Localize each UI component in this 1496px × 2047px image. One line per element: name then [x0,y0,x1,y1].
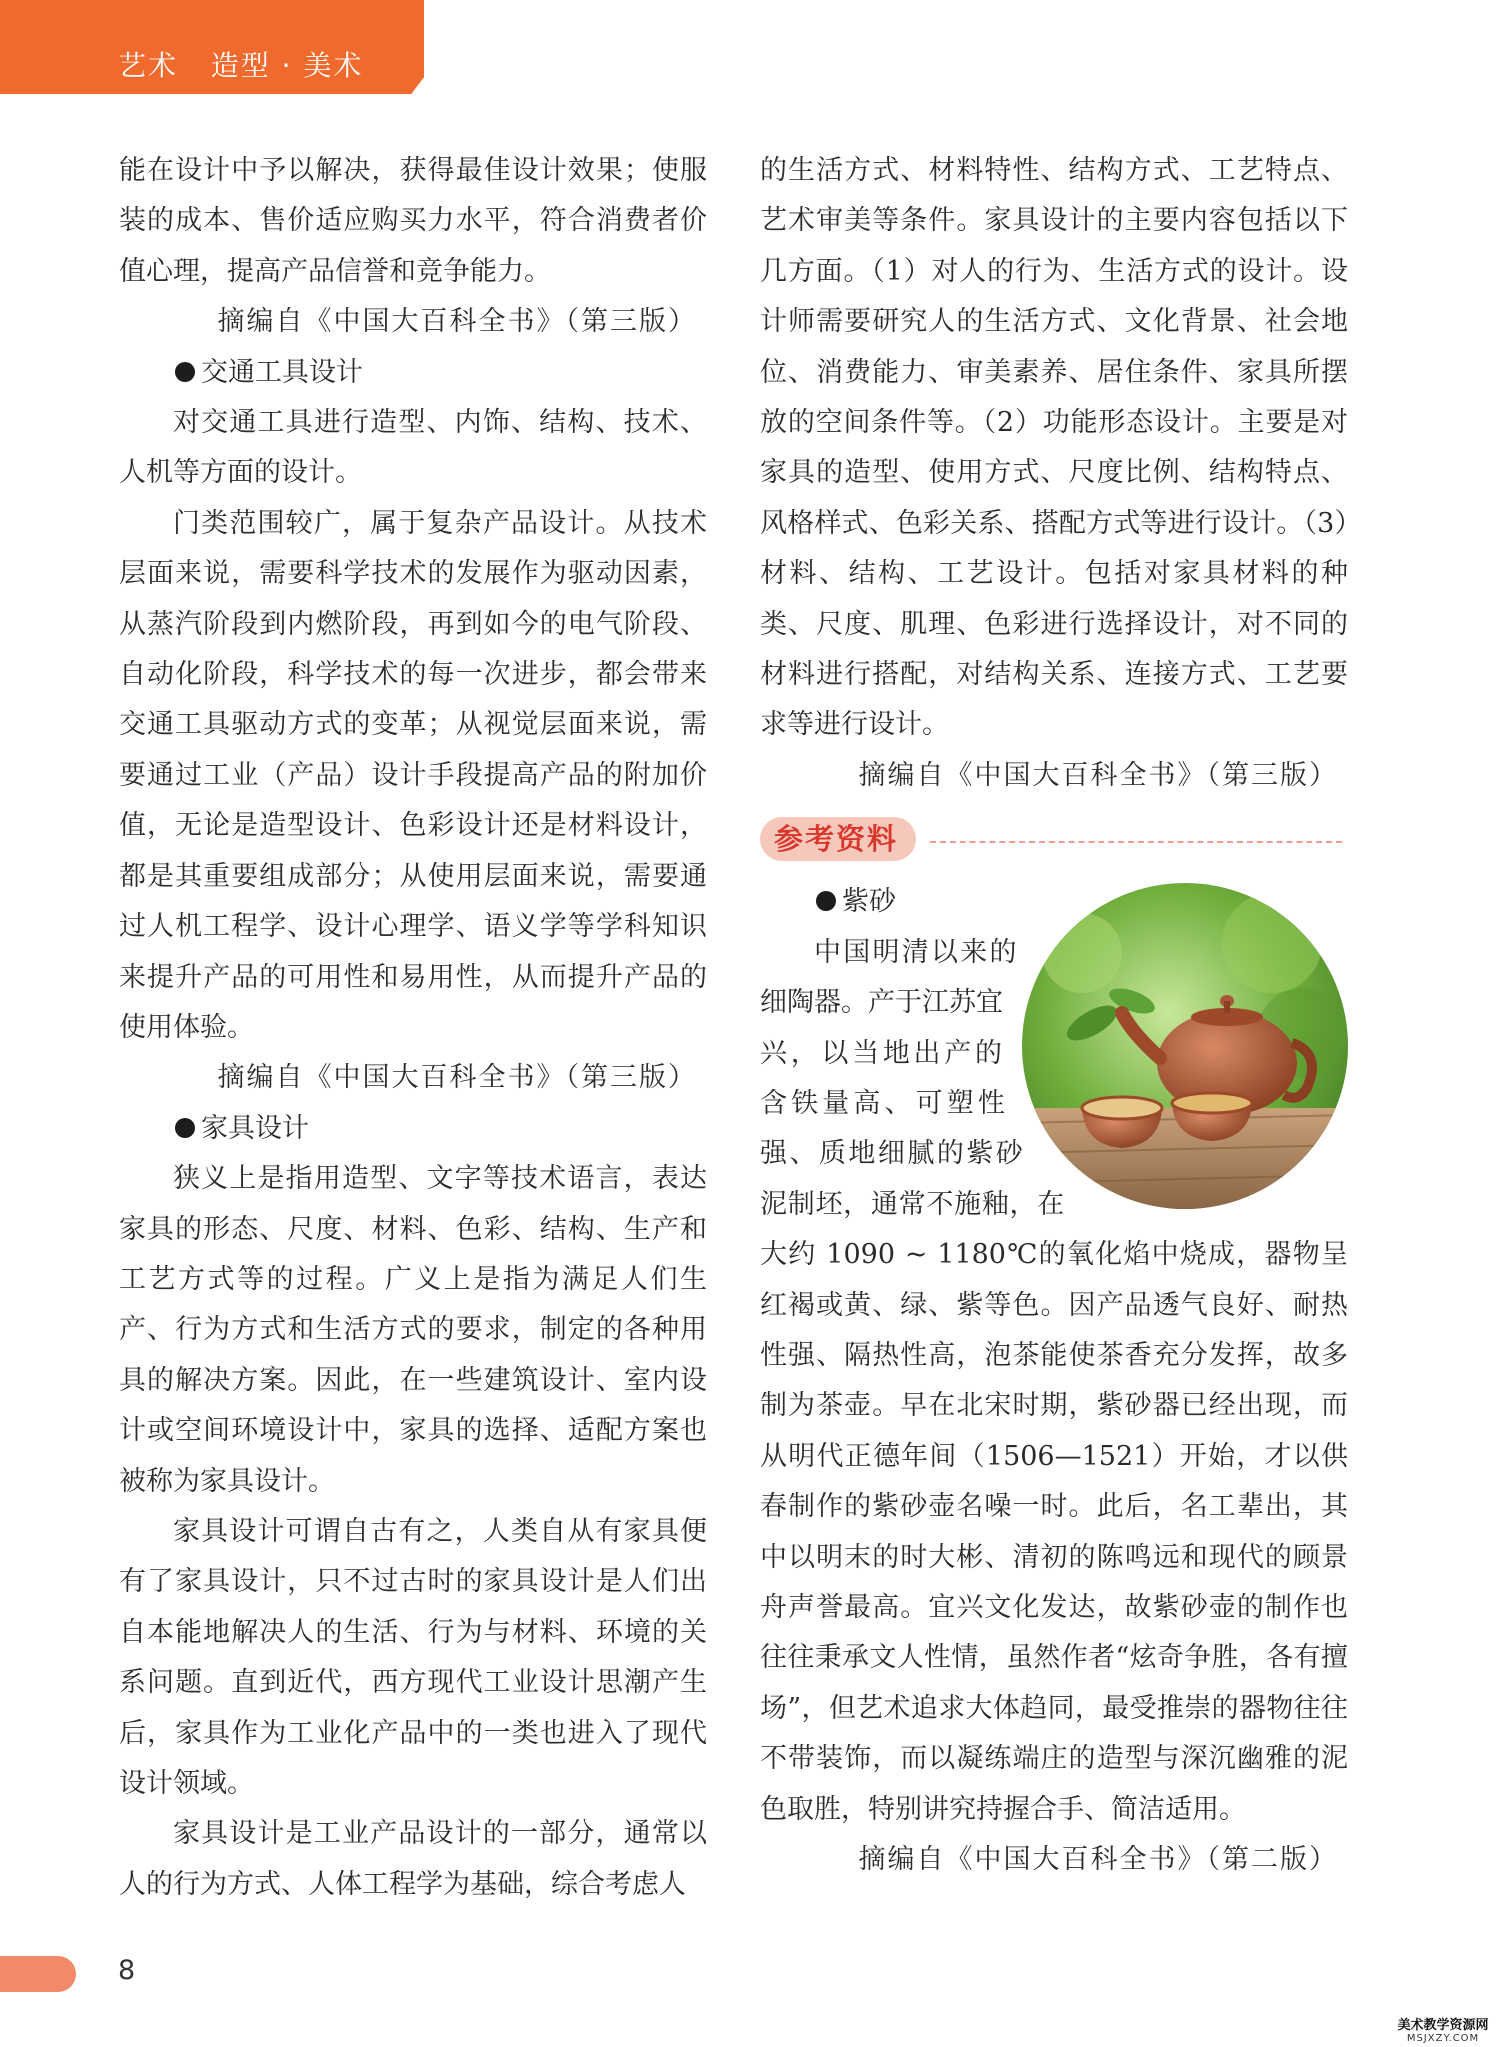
subheading-zisha: 紫砂 [760,877,1348,927]
bullet-icon [175,362,195,382]
paragraph: 门类范围较广，属于复杂产品设计。从技术层面来说，需要科学技术的发展作为驱动因素，从蒸汽阶段到内燃阶段，再到如今的电气阶段、自动化阶段，科学技术的每一次进步，都会带来交通工具驱动方式的变革；从视觉层面来说，需要通过工业（产品）设计手段提高产品的附加价值，无论是造型设计、色彩设计还是材料设计，都是其重要组成部分；从使用层面来说，需要通过人机工程学、设计心理学、语义学等学科知识来提升产品的可用性和易用性，从而提升产品的使用体验。 [119,507,707,1043]
bullet-icon [175,1118,195,1138]
right-column [760,146,1348,1885]
dashed-divider [930,841,1342,843]
page-tab [0,1956,76,1992]
page-number: 8 [118,1955,136,1986]
reference-heading [760,813,1348,877]
paragraph: 对交通工具进行造型、内饰、结构、技术、人机等方面的设计。 [119,407,707,489]
paragraph: 狭义上是指用造型、文字等技术语言，表达家具的形态、尺度、材料、色彩、结构、生产和工艺方式等的过程。广义上是指为满足人们生产、行为方式和生活方式的要求，制定的各种用具的解决方案。因此，在一些建筑设计、室内设计或空间环境设计中，家具的选择、适配方案也被称为家具设计。 [119,1163,707,1497]
watermark [1390,2018,1496,2047]
paragraph: 家具设计可谓自古有之，人类自从有家具便有了家具设计，只不过古时的家具设计是人们出自本能地解决人的生活、行为与材料、环境的关系问题。直到近代，西方现代工业设计思潮产生后，家具作为工业化产品中的一类也进入了现代设计领域。 [119,1515,707,1799]
paragraph: 能在设计中予以解决，获得最佳设计效果；使服装的成本、售价适应购买力水平，符合消费者价值心理，提高产品信誉和竞争能力。 [119,155,707,287]
source-citation: 摘编自《中国大百科全书》（第三版） [217,1062,697,1094]
subheading-transport: 交通工具设计 [119,348,707,398]
left-column [119,146,707,1910]
zisha-section [760,877,1348,1835]
reference-title: 参考资料 [760,817,916,861]
paragraph: 家具设计是工业产品设计的一部分，通常以人的行为方式、人体工程学为基础，综合考虑人 [119,1818,707,1900]
paragraph: 中国明清以来的细陶器。产于江苏宜兴，以当地出产的含铁量高、可塑性强、质地细腻的紫砂泥制坯，通常不施釉，在大约 1090 ~ 1180℃的氧化焰中烧成，器物呈红褐或黄、绿、紫等色。因产品透气良好、耐热性强、隔热性高，泡茶能使茶香充分发挥，故多制为茶壶。早在北宋时期，紫砂器已经出现，而从明代正德年间（1506—1521）开始，才以供春制作的紫砂壶名噪一时。此后，名工辈出，其中以明末的时大彬、清初的陈鸣远和现代的顾景舟声誉最高。宜兴文化发达，故紫砂壶的制作也往往秉承文人性情，虽然作者“炫奇争胜，各有擅场”，但艺术追求大体趋同，最受推崇的器物往往不带装饰，而以凝练端庄的造型与深沉幽雅的泥色取胜，特别讲究持握合手、简洁适用。 [760,936,1348,1825]
source-citation: 摘编自《中国大百科全书》（第三版） [217,306,697,338]
watermark-title: 美术教学资源网 [1397,2018,1489,2033]
watermark-url: MSJXZY.COM [1406,2033,1480,2044]
subheading-furniture: 家具设计 [119,1104,707,1154]
source-citation: 摘编自《中国大百科全书》（第二版） [858,1844,1338,1875]
section-label: 艺术 造型 · 美术 [118,49,364,82]
paragraph: 的生活方式、材料特性、结构方式、工艺特点、艺术审美等条件。家具设计的主要内容包括以下几方面。（1）对人的行为、生活方式的设计。设计师需要研究人的生活方式、文化背景、社会地位、消费能力、审美素养、居住条件、家具所摆放的空间条件等。（2）功能形态设计。主要是对家具的造型、使用方式、尺度比例、结构特点、风格样式、色彩关系、搭配方式等进行设计。（3）材料、结构、工艺设计。包括对家具材料的种类、尺度、肌理、色彩进行选择设计，对不同的材料进行搭配，对结构关系、连接方式、工艺要求等进行设计。 [760,155,1348,741]
teapot-photo [1022,883,1348,1209]
source-citation: 摘编自《中国大百科全书》（第三版） [858,759,1338,791]
bullet-icon [816,891,836,911]
